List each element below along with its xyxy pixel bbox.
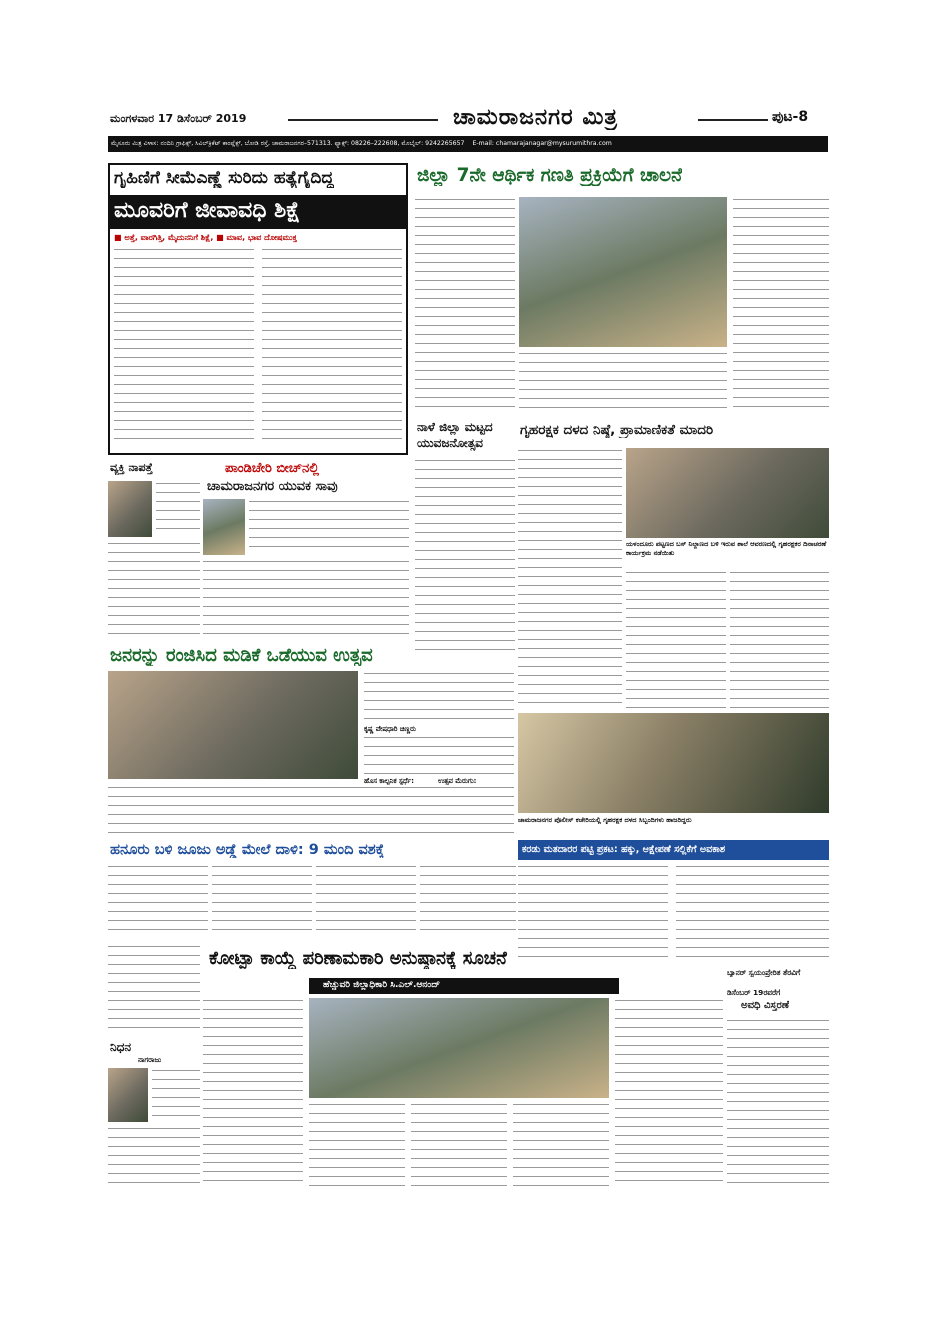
story-youth-festival (415, 418, 515, 658)
cotpa-text-2 (309, 1102, 405, 1188)
headline-festival: ಜನರನ್ನು ರಂಜಿಸಿದ ಮಡಿಕೆ ಒಡೆಯುವ ಉತ್ಸವ (110, 645, 373, 666)
festival-text-right (364, 671, 514, 723)
headline-hanur: ಹನೂರು ಬಳಿ ಜೂಜು ಅಡ್ಡೆ ಮೇಲೆ ದಾಳಿ: 9 ಮಂದಿ ವಶಕ್ಕೆ (110, 842, 385, 858)
publisher-strip (108, 136, 828, 152)
story-text-col-2 (262, 247, 402, 447)
headline-census: ಜಿಲ್ಲಾ 7ನೇ ಆರ್ಥಿಕ ಗಣತಿ ಪ್ರಕ್ರಿಯೆಗೆ ಚಾಲನೆ (417, 165, 683, 186)
headline-home-guards: ಗೃಹರಕ್ಷಕ ದಳದ ನಿಷ್ಠೆ, ಪ್ರಾಮಾಣಿಕತೆ ಮಾದರಿ (520, 422, 714, 438)
census-text-right (733, 197, 829, 411)
home-guards-caption-1: ಯಳಂದೂರು ಪಟ್ಟಣದ ಬಸ್ ನಿಲ್ದಾಣದ ಬಳಿ ಇರುವ ಶಾಲೆ ಆವರಣದಲ್ಲಿ ಗೃಹರಕ್ಷಕರ ದಿನಾಚರಣೆ ಕಾರ್ಯಕ್ರಮ ನಡೆಯಿತು (626, 540, 827, 557)
obituary-photo (108, 1068, 148, 1122)
headline-life-sentence-2: ಮೂವರಿಗೆ ಜೀವಾವಧಿ ಶಿಕ್ಷೆ (114, 198, 301, 223)
missing-person-photo (108, 481, 152, 537)
obituary-name: ನಾಗರಾಜು (138, 1056, 162, 1064)
missing-text (156, 481, 200, 537)
cotpa-text-3 (411, 1102, 507, 1188)
banner-text (727, 1018, 829, 1188)
cotpa-text-5 (615, 998, 723, 1188)
missing-text-2 (108, 541, 200, 637)
cotpa-text-4 (513, 1102, 609, 1188)
pondicherry-photo (203, 499, 245, 555)
cotpa-text-1 (203, 998, 303, 1188)
census-text-under-photo (519, 351, 727, 411)
home-guards-photo-2 (518, 713, 829, 813)
story-obituary (108, 944, 200, 1190)
headline-cotpa: ಕೋಟ್ಪಾ ಕಾಯ್ದೆ ಪರಿಣಾಮಕಾರಿ ಅನುಷ್ಠಾನಕ್ಕೆ ಸೂಚನೆ (209, 948, 507, 969)
home-guards-text-1 (518, 448, 622, 708)
masthead (108, 104, 828, 160)
story-pondicherry (203, 459, 409, 639)
page-number: ಪುಟ-8 (768, 109, 812, 125)
subhead-life-sentence: ■ ಅತ್ತೆ, ವಾರಗಿತ್ತಿ, ಮೈದುನನಿಗೆ ಶಿಕ್ಷೆ, ■ ಮಾವ, ಭಾವ ದೋಷಮುಕ್ತ (114, 233, 297, 242)
story-festival (108, 643, 516, 837)
headline-youth-festival-1: ನಾಳೆ ಜಿಲ್ಲಾ ಮಟ್ಟದ (417, 420, 493, 434)
subhead-cotpa: ಹೆಚ್ಚುವರಿ ಜಿಲ್ಲಾಧಿಕಾರಿ ಸಿ.ಎಲ್.ಆನಂದ್ (323, 980, 441, 990)
home-guards-caption-2: ಚಾಮರಾಜನಗರ ಪೊಲೀಸ್ ಕಚೇರಿಯಲ್ಲಿ ಗೃಹರಕ್ಷಕ ದಳದ ಸಿಬ್ಬಂದಿಗಳು ಹಾಜರಿದ್ದರು (518, 816, 692, 824)
story-cotpa (203, 944, 723, 1190)
home-guards-photo-1 (626, 448, 829, 538)
story-home-guards (518, 418, 829, 836)
story-life-sentence (108, 163, 408, 455)
obituary-text-2 (108, 1126, 200, 1188)
headline-youth-festival-2: ಯುವಜನೋತ್ಸವ (417, 436, 483, 450)
story-census (415, 163, 829, 415)
story-text-col-1 (114, 247, 254, 447)
census-photo (519, 197, 727, 347)
headline-pondicherry-2: ಚಾಮರಾಜನಗರ ಯುವಕ ಸಾವು (207, 479, 338, 494)
headline-banner-3: ಅವಧಿ ವಿಸ್ತರಣೆ (741, 1000, 790, 1011)
issue-date: ಮಂಗಳವಾರ 17 ಡಿಸೆಂಬರ್ 2019 (110, 112, 247, 125)
headline-banner-2: ಡಿಸೆಂಬರ್ 19ರವರೆಗೆ (727, 988, 781, 997)
hanur-continuation (108, 944, 200, 1034)
headline-life-sentence-1: ಗೃಹಿಣಿಗೆ ಸೀಮೆಎಣ್ಣೆ ಸುರಿದು ಹತ್ಯೆಗೈದಿದ್ದ (114, 168, 334, 188)
hanur-text-1 (108, 864, 208, 938)
cotpa-photo (309, 998, 609, 1098)
newspaper-title: ಚಾಮರಾಜನಗರ ಮಿತ್ರ (453, 105, 618, 130)
masthead-rule-left (288, 119, 438, 121)
festival-bold-2: ಹೊಸ ಕಾಲ್ಪನಿಕ ಸ್ಪರ್ಧೆ: (364, 777, 414, 785)
hanur-text-4 (420, 864, 516, 938)
headline-pondicherry-1: ಪಾಂಡಿಚೇರಿ ಬೀಚ್‌ನಲ್ಲಿ (225, 461, 320, 476)
story-missing-person (108, 459, 200, 639)
headline-obituary: ನಿಧನ (110, 1040, 132, 1054)
story-banner (727, 966, 829, 1190)
festival-photo (108, 671, 358, 779)
pondicherry-text-2 (203, 559, 409, 637)
home-guards-text-3 (730, 570, 829, 708)
hanur-text-3 (316, 864, 416, 938)
festival-text-right-2 (364, 735, 514, 775)
home-guards-text-2 (626, 570, 726, 708)
census-text-left (415, 197, 515, 407)
pondicherry-text-1 (249, 499, 409, 555)
story-hanur (108, 840, 516, 940)
headline-missing: ವ್ಯಕ್ತಿ ನಾಪತ್ತೆ (110, 461, 153, 474)
hanur-text-2 (212, 864, 312, 938)
festival-text-bottom (108, 785, 514, 835)
festival-bold-3: ಉತ್ಸವ ಮೆರುಗು: (438, 777, 477, 785)
obituary-text-1 (152, 1068, 200, 1122)
festival-bold-1: ಕೃಷ್ಣ ವೇಷಧಾರಿ ಚಿಣ್ಣರು (364, 725, 416, 733)
publisher-address: ಮೈಸೂರು ಮಿತ್ರ ವಿಳಾಸ: ನಂದಿನಿ ಗ್ರಾಫಿಕ್ಸ್, ಸಿವಿಲ್‌ಕ್ರಿಕೆಟ್ ಕಾಂಪ್ಲೆಕ್ಸ್, ಬೋಡಿ ರಸ್ತೆ, ಚಾಮರಾಜನಗರ–571313. ಫ್ಯಾಕ್ಸ್: 08226–222608, ಮೊಬೈಲ್: 9242265657 (111, 140, 465, 147)
youth-festival-text (415, 458, 515, 656)
headline-banner-1: ಬ್ಯಾನರ್ ಸ್ವಯಂಪ್ರೇರಿತ ತೆರವಿಗೆ (727, 968, 801, 977)
headline-voter-list: ಕರಡು ಮತದಾರರ ಪಟ್ಟಿ ಪ್ರಕಟ: ಹಕ್ಕು, ಆಕ್ಷೇಪಣೆ ಸಲ್ಲಿಕೆಗೆ ಅವಕಾಶ (522, 844, 726, 855)
publisher-email: E-mail: chamarajanagar@mysurumithra.com (472, 140, 612, 147)
